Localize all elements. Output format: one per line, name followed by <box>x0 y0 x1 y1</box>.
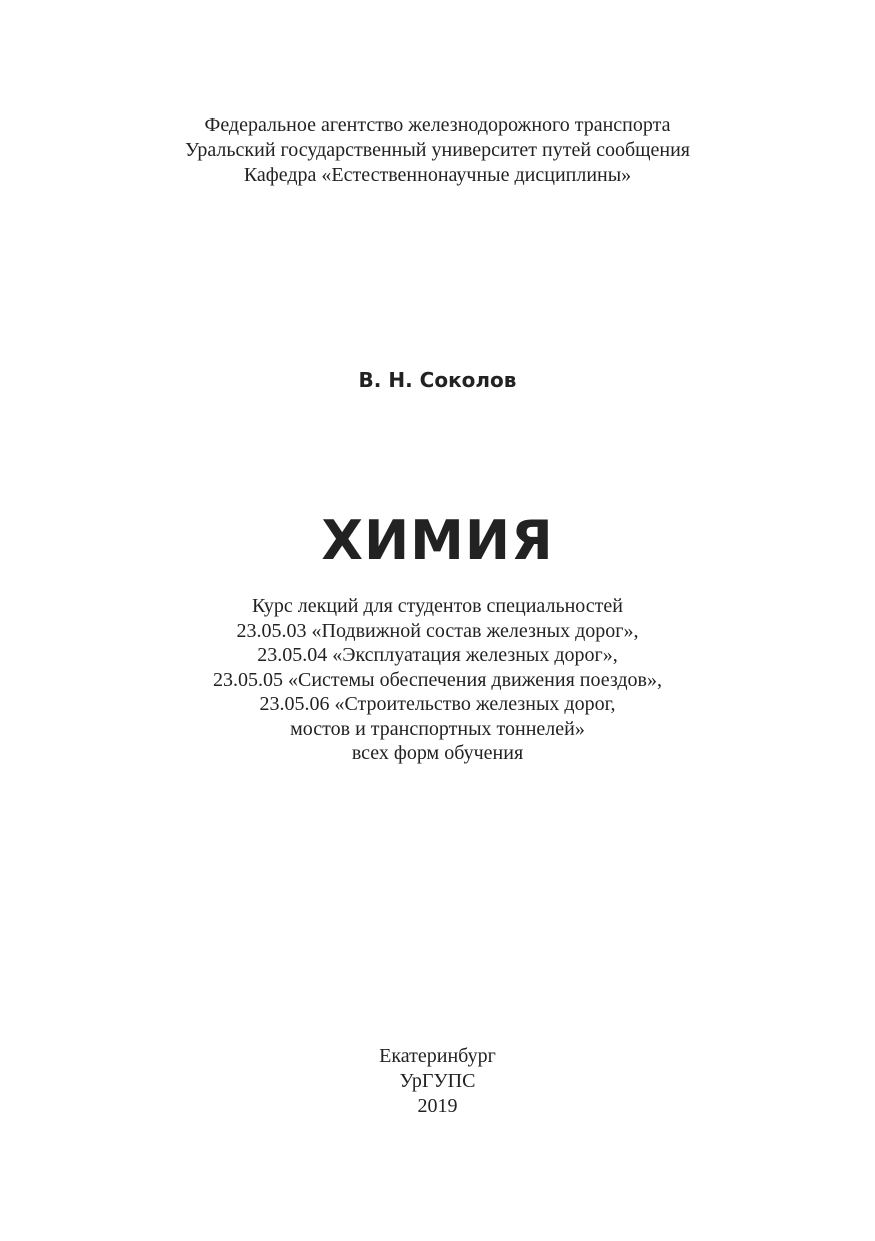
department-name: Кафедра «Естественнонаучные дисциплины» <box>243 164 632 186</box>
course-line-3: 23.05.04 «Эксплуатация железных дорог», <box>257 644 618 666</box>
course-line-1: Курс лекций для студентов специальностей <box>252 595 623 617</box>
course-line-6: мостов и транспортных тоннелей» <box>290 717 585 740</box>
imprint-publisher: УрГУПС <box>399 1070 476 1092</box>
book-title: ХИМИЯ <box>321 509 554 572</box>
course-description <box>0 594 875 766</box>
course-line-4: 23.05.05 «Системы обеспечения движения поездов», <box>212 668 662 691</box>
author-name: В. Н. Соколов <box>358 368 517 392</box>
imprint-city: Екатеринбург <box>379 1045 496 1067</box>
imprint <box>0 1044 875 1119</box>
organization-header <box>0 113 875 188</box>
imprint-year: 2019 <box>417 1095 458 1117</box>
university-name: Уральский государственный университет путей сообщения <box>184 139 691 161</box>
course-line-2: 23.05.03 «Подвижной состав железных дорог», <box>236 619 639 642</box>
course-line-7: всех форм обучения <box>351 742 524 764</box>
agency-name: Федеральное агентство железнодорожного транспорта <box>204 114 671 136</box>
course-line-5: 23.05.06 «Строительство железных дорог, <box>259 693 616 715</box>
